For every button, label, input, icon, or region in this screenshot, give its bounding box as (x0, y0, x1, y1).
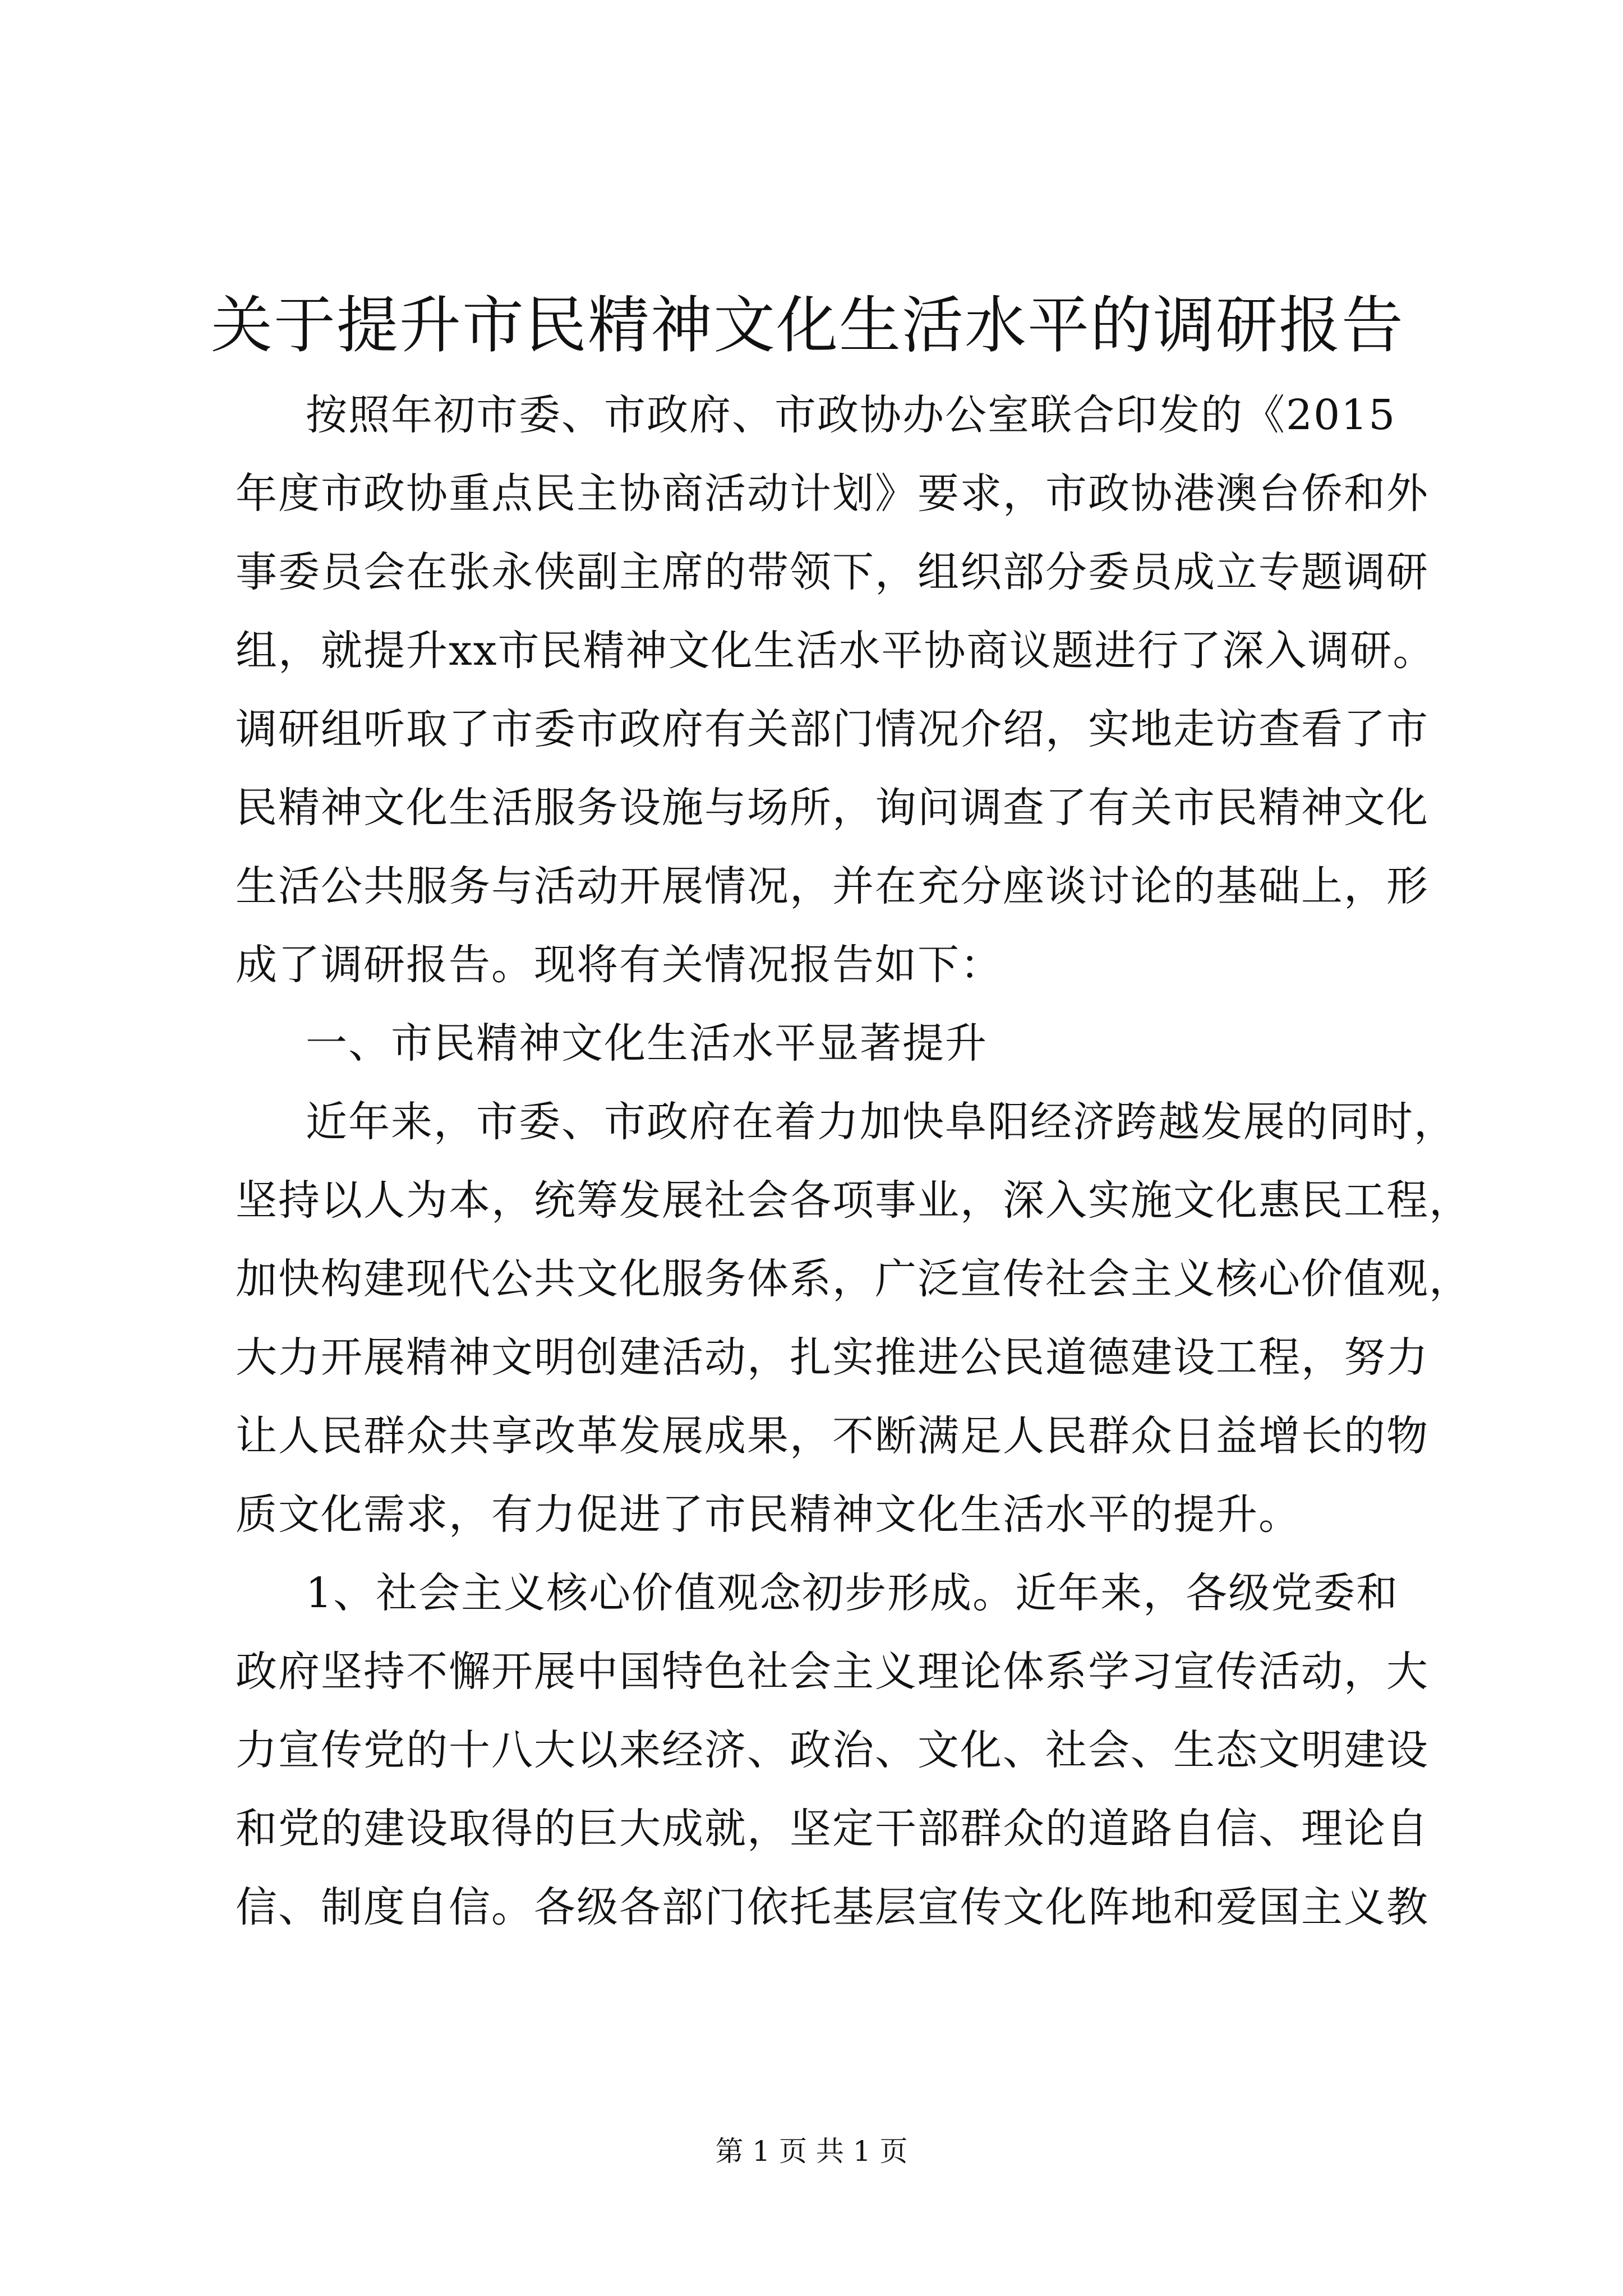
paragraph-line: 信、制度自信。各级各部门依托基层宣传文化阵地和爱国主义教 (236, 1883, 1429, 1931)
paragraph-line: 按照年初市委、市政府、市政协办公室联合印发的《2015 (306, 391, 1396, 439)
paragraph-line: 质文化需求，有力促进了市民精神文化生活水平的提升。 (236, 1490, 1301, 1539)
paragraph-line: 1、社会主义核心价值观念初步形成。近年来，各级党委和 (306, 1569, 1399, 1617)
paragraph-line: 生活公共服务与活动开展情况，并在充分座谈讨论的基础上，形 (236, 862, 1429, 910)
page-number-footer: 第 1 页 共 1 页 (715, 2135, 908, 2168)
paragraph-line: 大力开展精神文明创建活动，扎实推进公民道德建设工程，努力 (236, 1333, 1429, 1382)
paragraph-line: 加快构建现代公共文化服务体系，广泛宣传社会主义核心价值观， (236, 1255, 1472, 1303)
paragraph-line: 事委员会在张永侠副主席的带领下，组织部分委员成立专题调研 (236, 548, 1429, 596)
paragraph-line: 和党的建设取得的巨大成就，坚定干部群众的道路自信、理论自 (236, 1805, 1429, 1853)
document-title: 关于提升市民精神文化生活水平的调研报告 (211, 289, 1404, 361)
paragraph-line: 民精神文化生活服务设施与场所，询问调查了有关市民精神文化 (236, 784, 1429, 832)
paragraph-line: 年度市政协重点民主协商活动计划》要求，市政协港澳台侨和外 (236, 470, 1429, 518)
paragraph-line: 力宣传党的十八大以来经济、政治、文化、社会、生态文明建设 (236, 1726, 1429, 1774)
paragraph-line: 组，就提升xx市民精神文化生活水平协商议题进行了深入调研。 (236, 627, 1436, 675)
paragraph-line: 让人民群众共享改革发展成果，不断满足人民群众日益增长的物 (236, 1412, 1429, 1460)
section-heading: 一、市民精神文化生活水平显著提升 (306, 1019, 988, 1068)
paragraph-line: 成了调研报告。现将有关情况报告如下： (236, 941, 1003, 989)
paragraph-line: 政府坚持不懈开展中国特色社会主义理论体系学习宣传活动，大 (236, 1648, 1429, 1696)
paragraph-line: 调研组听取了市委市政府有关部门情况介绍，实地走访查看了市 (236, 705, 1429, 753)
paragraph-line: 坚持以人为本，统筹发展社会各项事业，深入实施文化惠民工程， (236, 1176, 1472, 1225)
paragraph-line: 近年来，市委、市政府在着力加快阜阳经济跨越发展的同时， (306, 1098, 1456, 1146)
